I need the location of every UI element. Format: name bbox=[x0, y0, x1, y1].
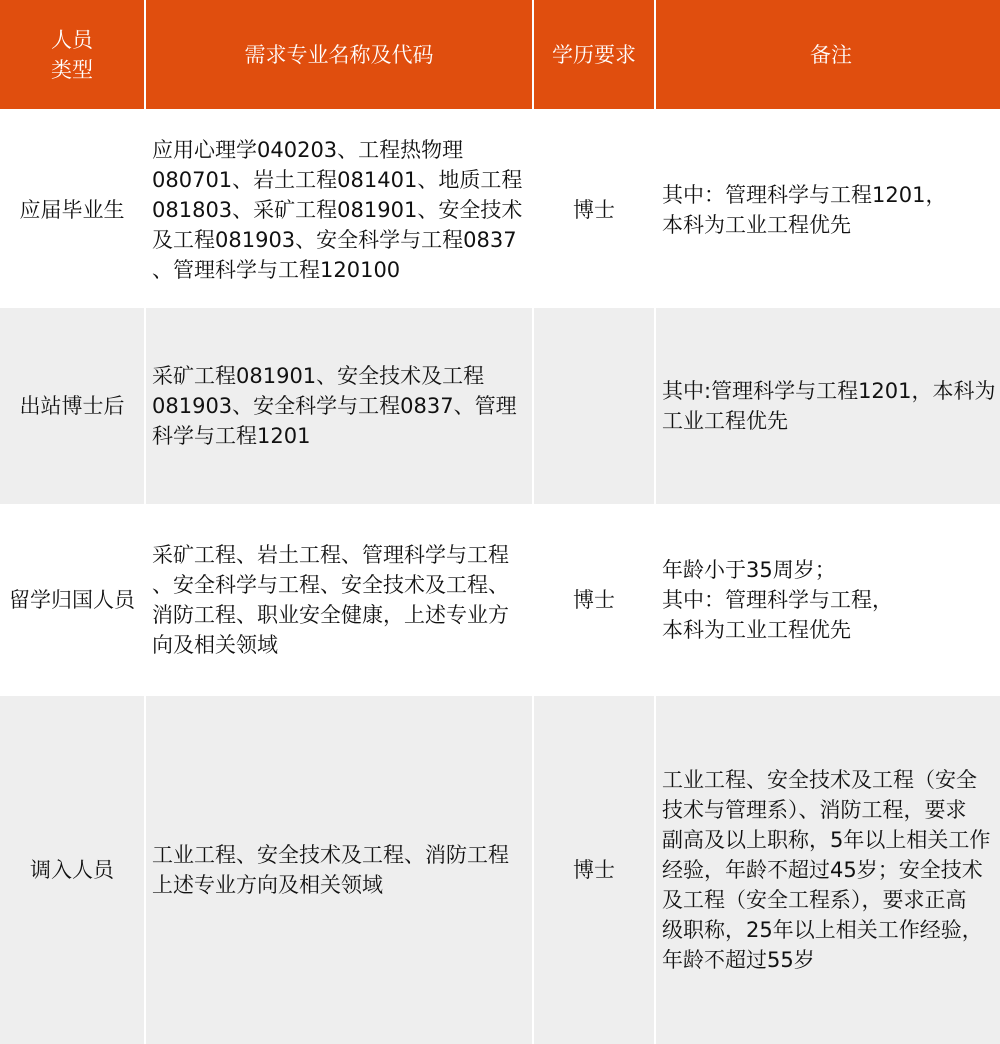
row-2-note bbox=[656, 308, 1000, 504]
row-4-degree-text: 博士 bbox=[573, 858, 615, 882]
header-note-label: 备注 bbox=[810, 42, 852, 67]
row-1-type bbox=[0, 112, 144, 308]
row-3-degree-text: 博士 bbox=[573, 588, 615, 612]
row-2-note-text: 其中:管理科学与工程1201，本科为 工业工程优先 bbox=[662, 379, 996, 433]
header-major bbox=[146, 0, 532, 112]
row-3-major bbox=[146, 504, 532, 696]
row-4-note-text: 工业工程、安全技术及工程（安全 技术与管理系）、消防工程，要求 副高及以上职称，5年以上相关工作 经验，年龄不超过45岁；安全技术 及工程（安全工程系），要求正高 级职称，25年以上相关工作经验， 年龄不超过55岁 bbox=[662, 768, 991, 972]
row-2-major bbox=[146, 308, 532, 504]
row-2-type-text: 出站博士后 bbox=[19, 394, 125, 418]
row-1-degree-text: 博士 bbox=[573, 198, 615, 222]
header-note bbox=[656, 0, 1000, 112]
header-type bbox=[0, 0, 144, 112]
row-4-type-text: 调入人员 bbox=[30, 858, 114, 882]
row-3-type bbox=[0, 504, 144, 696]
row-4-major-text: 工业工程、安全技术及工程、消防工程 上述专业方向及相关领域 bbox=[152, 843, 509, 897]
row-2-major-text: 采矿工程081901、安全技术及工程 081903、安全科学与工程0837、管理 科学与工程1201 bbox=[152, 364, 517, 448]
row-3-note bbox=[656, 504, 1000, 696]
row-3-degree bbox=[534, 504, 654, 696]
row-3-major-text: 采矿工程、岩土工程、管理科学与工程 、安全科学与工程、安全技术及工程、 消防工程、职业安全健康，上述专业方 向及相关领域 bbox=[152, 543, 509, 657]
row-2-type bbox=[0, 308, 144, 504]
row-1-type-text: 应届毕业生 bbox=[19, 198, 125, 222]
row-1-degree bbox=[534, 112, 654, 308]
header-type-label: 人员 类型 bbox=[51, 27, 93, 82]
row-1-note bbox=[656, 112, 1000, 308]
row-4-type bbox=[0, 696, 144, 1044]
row-1-note-text: 其中：管理科学与工程1201， 本科为工业工程优先 bbox=[662, 183, 947, 237]
row-3-note-text: 年龄小于35周岁； 其中：管理科学与工程， 本科为工业工程优先 bbox=[662, 558, 893, 642]
row-3-type-text: 留学归国人员 bbox=[9, 588, 135, 612]
row-1-major bbox=[146, 112, 532, 308]
row-4-degree bbox=[534, 696, 654, 1044]
header-major-label: 需求专业名称及代码 bbox=[244, 42, 434, 67]
header-degree bbox=[534, 0, 654, 112]
row-4-note bbox=[656, 696, 1000, 1044]
row-1-major-text: 应用心理学040203、工程热物理 080701、岩土工程081401、地质工程 081803、采矿工程081901、安全技术 及工程081903、安全科学与工程0837 、管理科学与工程120100 bbox=[152, 138, 523, 282]
row-4-major bbox=[146, 696, 532, 1044]
header-degree-label: 学历要求 bbox=[552, 42, 636, 67]
row-2-degree bbox=[534, 308, 654, 504]
